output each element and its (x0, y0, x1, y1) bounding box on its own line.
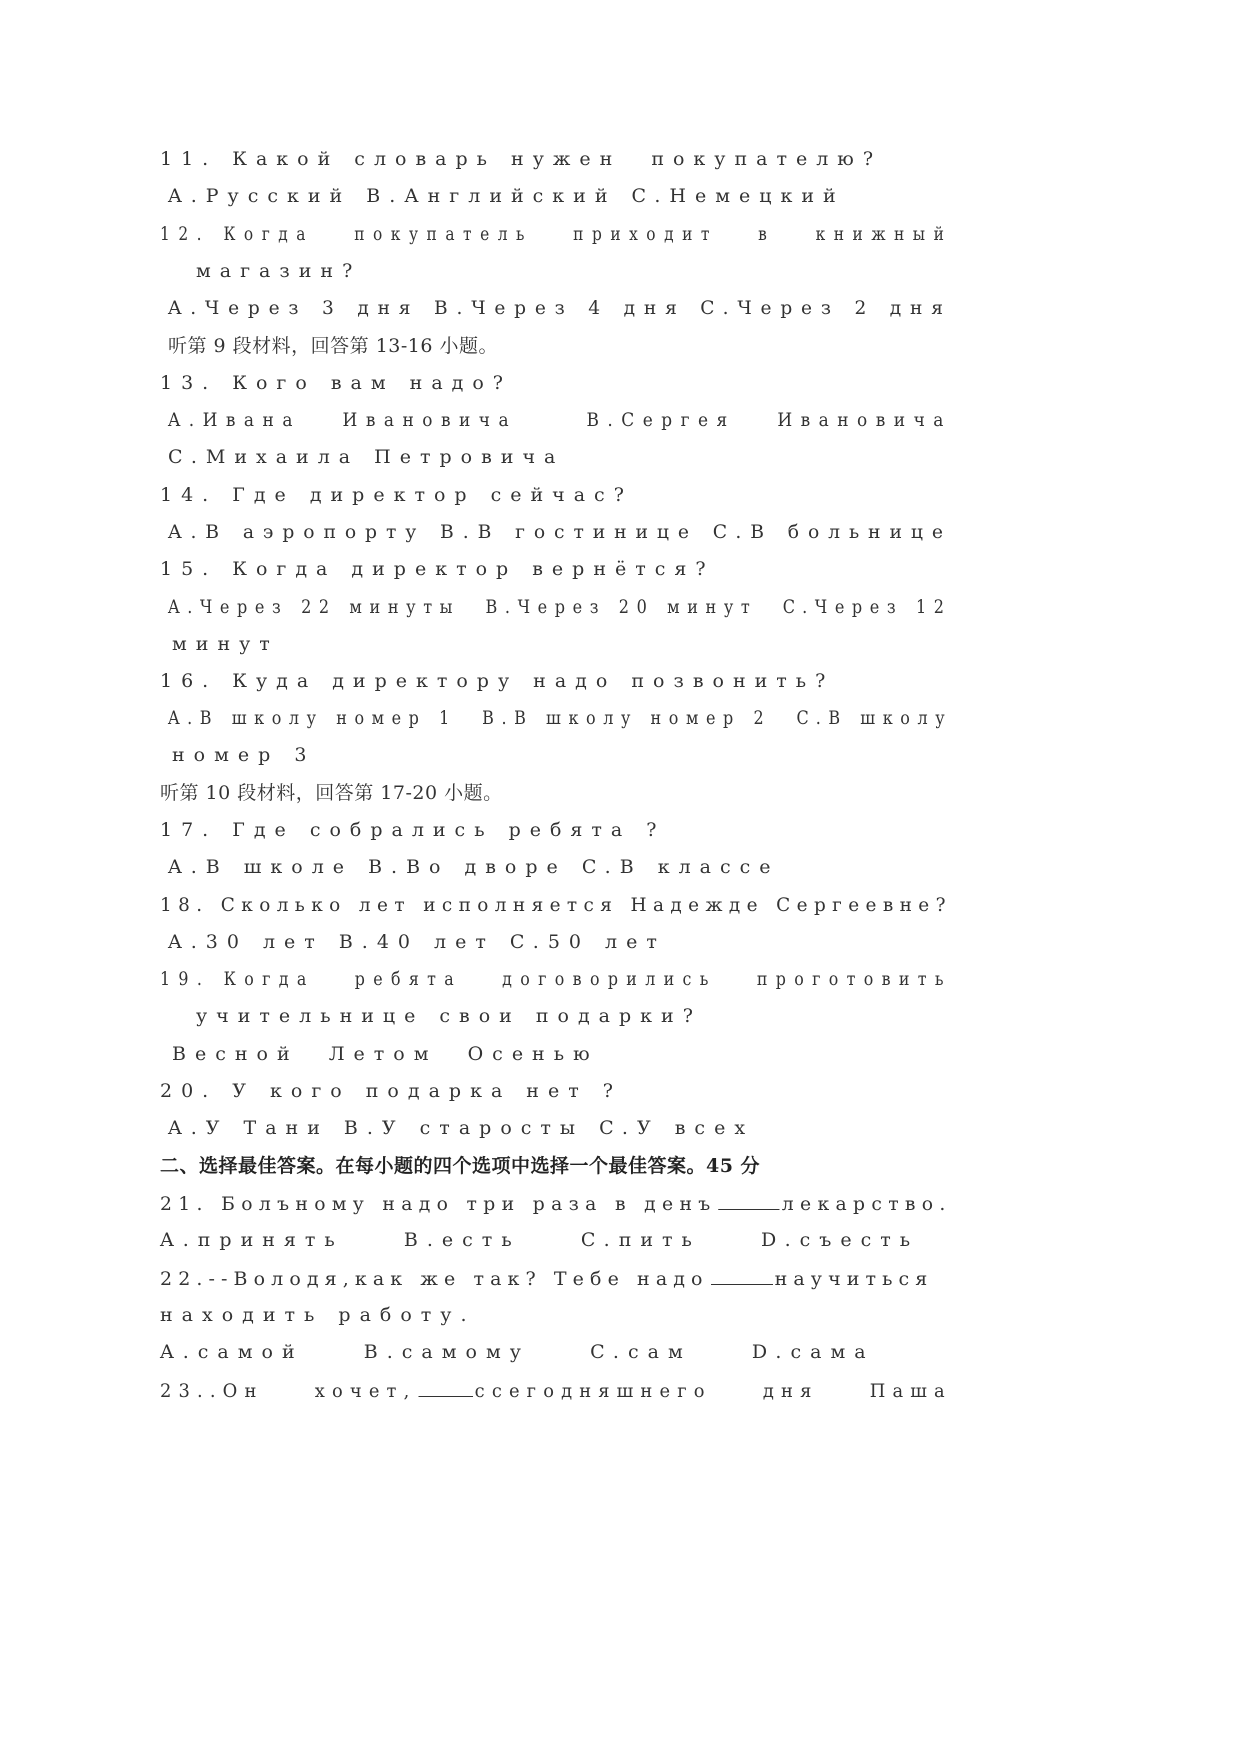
section-10-instruction: 听第 10 段材料，回答第 17-20 小题。 (160, 782, 503, 804)
question-12-continuation: магазин? (196, 260, 362, 282)
answer-blank (418, 1378, 473, 1397)
question-22 (160, 1266, 933, 1291)
question-19: 19. Когда ребята договорились проготовить (160, 968, 952, 990)
question-16: 16. Куда директору надо позвонить? (160, 670, 835, 692)
question-22-options: A.самой B.самому C.сам D.сама (160, 1341, 875, 1363)
question-23 (160, 1378, 952, 1403)
answer-blank (719, 1191, 780, 1210)
question-23-text: 23..Он хочет, (160, 1380, 417, 1402)
question-16-continuation: номер 3 (172, 744, 316, 766)
question-19-options: Весной Летом Осенью (172, 1043, 599, 1065)
question-20-options: A.У Тани B.У старосты C.У всех (168, 1117, 755, 1139)
answer-blank (711, 1266, 773, 1285)
question-14-options: A.В аэропорту B.В гостинице C.В больнице (168, 521, 952, 543)
question-13-options-2: C.Михаила Петровича (168, 446, 565, 468)
question-15-continuation: минут (172, 633, 279, 655)
question-20: 20. У кого подарка нет ? (160, 1080, 622, 1102)
question-18-options: A.30 лет B.40 лет C.50 лет (168, 931, 666, 953)
question-21-text: 21. Болъному надо три раза в денъ (160, 1193, 717, 1215)
question-15: 15. Когда директор вернётся? (160, 558, 715, 580)
question-21-options: A.принять B.есть C.пить D.съесть (160, 1229, 920, 1251)
question-21 (160, 1191, 952, 1216)
question-21-text-end: лекарство. (781, 1193, 952, 1215)
question-17: 17. Где собрались ребята ? (160, 819, 666, 841)
section-9-instruction: 听第 9 段材料，回答第 13-16 小题。 (168, 335, 499, 357)
question-11-options: A.Русский B.Английский C.Немецкий (168, 185, 845, 207)
question-19-continuation: учительнице свои подарки? (196, 1005, 702, 1027)
question-22-continuation: находить работу. (160, 1304, 476, 1326)
question-11: 11. Какой словарь нужен покупателю? (160, 148, 883, 170)
question-17-options: A.В школе B.Во дворе C.В классе (168, 856, 780, 878)
question-12-options: A.Через 3 дня B.Через 4 дня C.Через 2 дня (168, 297, 952, 319)
question-22-text-end: научиться (774, 1268, 934, 1290)
question-15-options: A.Через 22 минуты B.Через 20 минут C.Через 12 (168, 596, 952, 618)
section-2-heading: 二、选择最佳答案。在每小题的四个选项中选择一个最佳答案。45 分 (160, 1155, 761, 1177)
question-23-text-end: ссегодняшнего дня Паша (474, 1380, 952, 1402)
question-18: 18. Сколько лет исполняется Надежде Сергеевне? (160, 894, 952, 916)
question-13-options: A.Ивана Ивановича B.Сергея Ивановича (168, 409, 952, 431)
question-22-text: 22.--Володя,как же так? Тебе надо (160, 1268, 709, 1290)
question-14: 14. Где директор сейчас? (160, 484, 633, 506)
question-13: 13. Кого вам надо? (160, 372, 512, 394)
question-12: 12. Когда покупатель приходит в книжный (160, 223, 953, 245)
question-16-options: A.В школу номер 1 B.В школу номер 2 C.В школу (168, 707, 953, 729)
